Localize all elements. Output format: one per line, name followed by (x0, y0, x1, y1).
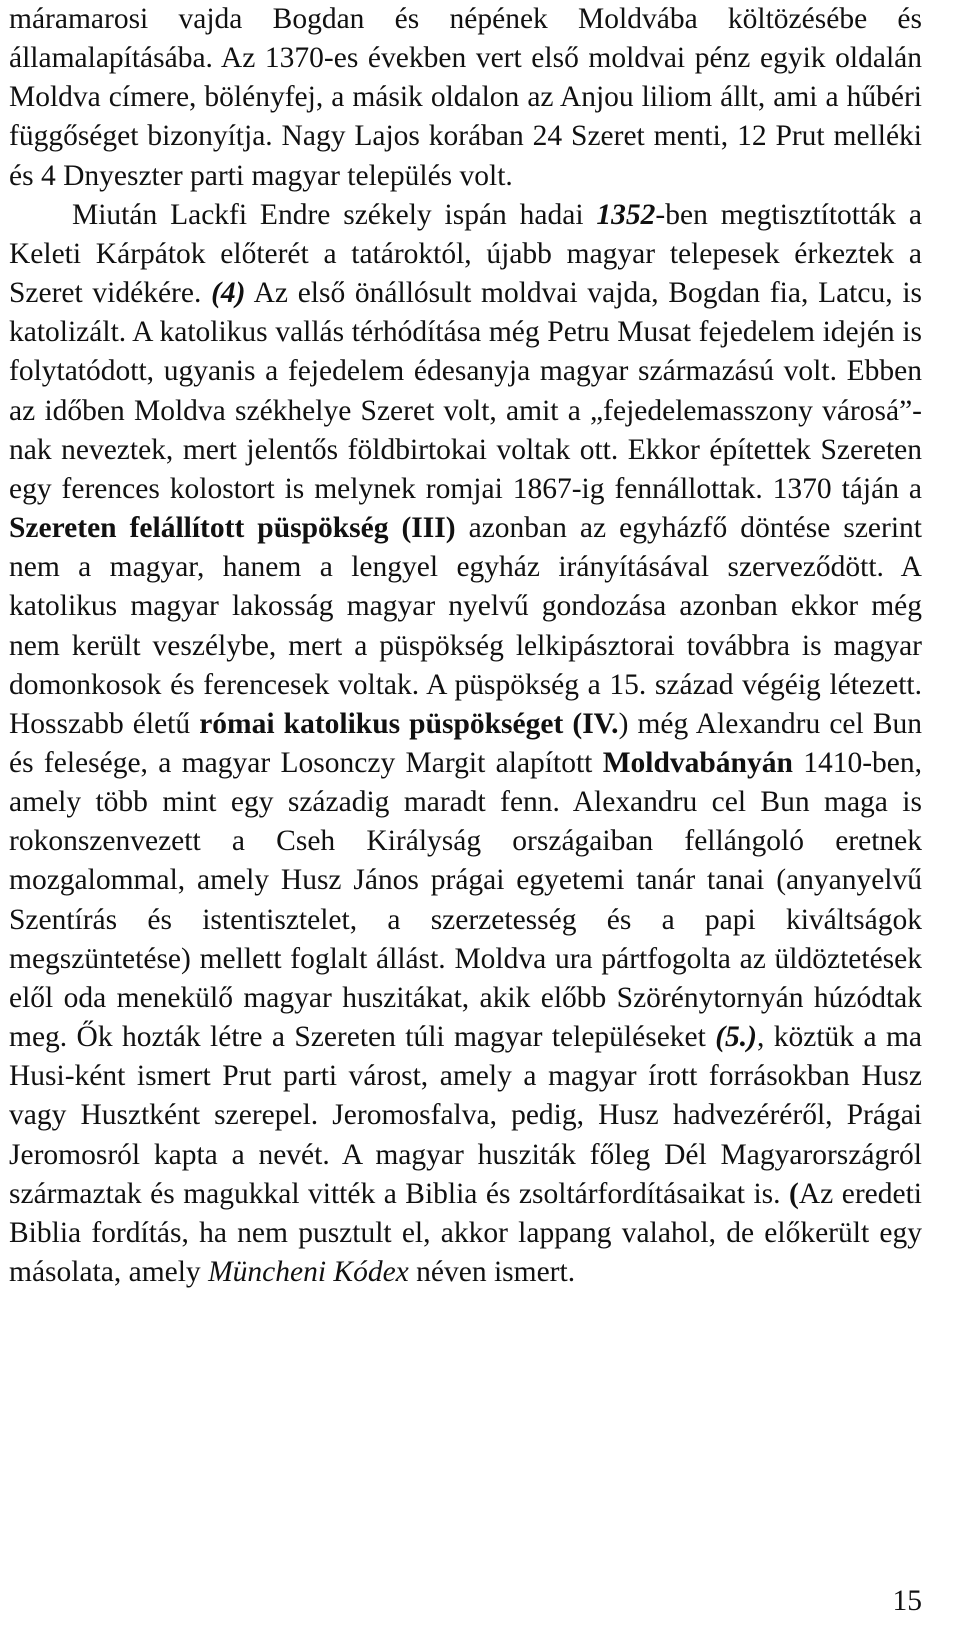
bold-word-moldvabanyan: Moldvabányán (602, 746, 793, 779)
document-page (9, 0, 922, 1292)
page-number: 15 (892, 1585, 922, 1617)
bold-phrase-romai-katolikus-puspokseg: római katolikus püspökséget (IV. (199, 707, 619, 740)
bold-parenthesis: ( (789, 1177, 799, 1210)
paragraph-2-text: azonban az egyházfő döntése szerint nem a magyar, hanem a lengyel egyház irányításával szerveződött. A katolikus magyar lakosság magyar nyelvű gondozása azonban ekkor még nem került veszélybe, mert a püspökség lelkipásztorai továbbra is magyar domonkosok és ferencesek voltak. A püspökség a 15. század végéig létezett. Hosszabb életű (9, 512, 922, 740)
paragraph-2-text: néven ismert. (408, 1256, 576, 1288)
reference-5: (5.) (715, 1021, 757, 1054)
reference-4: (4) (211, 277, 246, 310)
paragraph-2-text: , köztük a ma Husi-ként ismert Prut parti várost, amely a magyar írott forrásokban Husz vagy Husztként szerepel. Jeromosfalva, pedig, Husz hadvezéréről, Prágai Jeromosról kapta a nevét. A magyar husziták főleg Dél Magyarországról származtak és magukkal vitték a Biblia és zsoltárfordításaikat is. (9, 1021, 922, 1210)
italic-muncheni-kodex: Müncheni Kódex (208, 1256, 409, 1288)
paragraph-2-text: 1410-ben, amely több mint egy századig maradt fenn. Alexandru cel Bun maga is rokonszenvezett a Cseh Királyság országaiban fellángoló eretnek mozgalommal, amely Husz János prágai egyetemi tanár tanai (anyanyelvű Szentírás és istentisztelet, a szerzetesség és a papi kiváltságok megszüntetése) mellett foglalt állást. Moldva ura pártfogolta az üldöztetések elől oda menekülő magyar huszitákat, akik előbb Szörénytornyán húzódtak meg. Ők hozták létre a Szereten túli magyar településeket (9, 746, 923, 1054)
bold-phrase-szereti-puspokseg: Szereten felállított püspökség (III) (9, 512, 456, 545)
paragraph-2-text: ) még Alexandru cel Bun és felesége, a magyar Losonczy Margit alapított (9, 707, 922, 779)
paragraph-2-text: Miután Lackfi Endre székely ispán hadai (72, 198, 597, 231)
paragraph-2-text: -ben megtisztították a Keleti Kárpátok előterét a tatároktól, újabb magyar telepesek érkeztek a Szeret vidékére. (9, 198, 922, 310)
paragraph-1: máramarosi vajda Bogdan és népének Moldvába költözésébe és államalapításába. Az 1370-es években vert első moldvai pénz egyik oldalán Moldva címere, bölényfej, a másik oldalon az Anjou liliom állt, ami a hűbéri függőséget bizonyítja. Nagy Lajos korában 24 Szeret menti, 12 Prut melléki és 4 Dnyeszter parti magyar település volt. (9, 3, 922, 192)
paragraph-2 (9, 196, 922, 1292)
paragraph-2-text: Az első önállósult moldvai vajda, Bogdan fia, Latcu, is katolizált. A katolikus vallás térhódítása még Petru Musat fejedelem idején is folytatódott, ugyanis a fejedelem édesanyja magyar származású volt. Ebben az időben Moldva székhelye Szeret volt, amit a „fejedelemasszony városá”-nak neveztek, mert jelentős földbirtokai voltak ott. Ekkor építettek Szereten egy ferences kolostort is melynek romjai 1867-ig fennállottak. 1370 táján a (9, 277, 922, 505)
paragraph-2-text: Az eredeti Biblia fordítás, ha nem pusztult el, akkor lappang valahol, de előkerült egy másolata, amely (9, 1177, 922, 1288)
year-1352: 1352 (596, 198, 656, 231)
